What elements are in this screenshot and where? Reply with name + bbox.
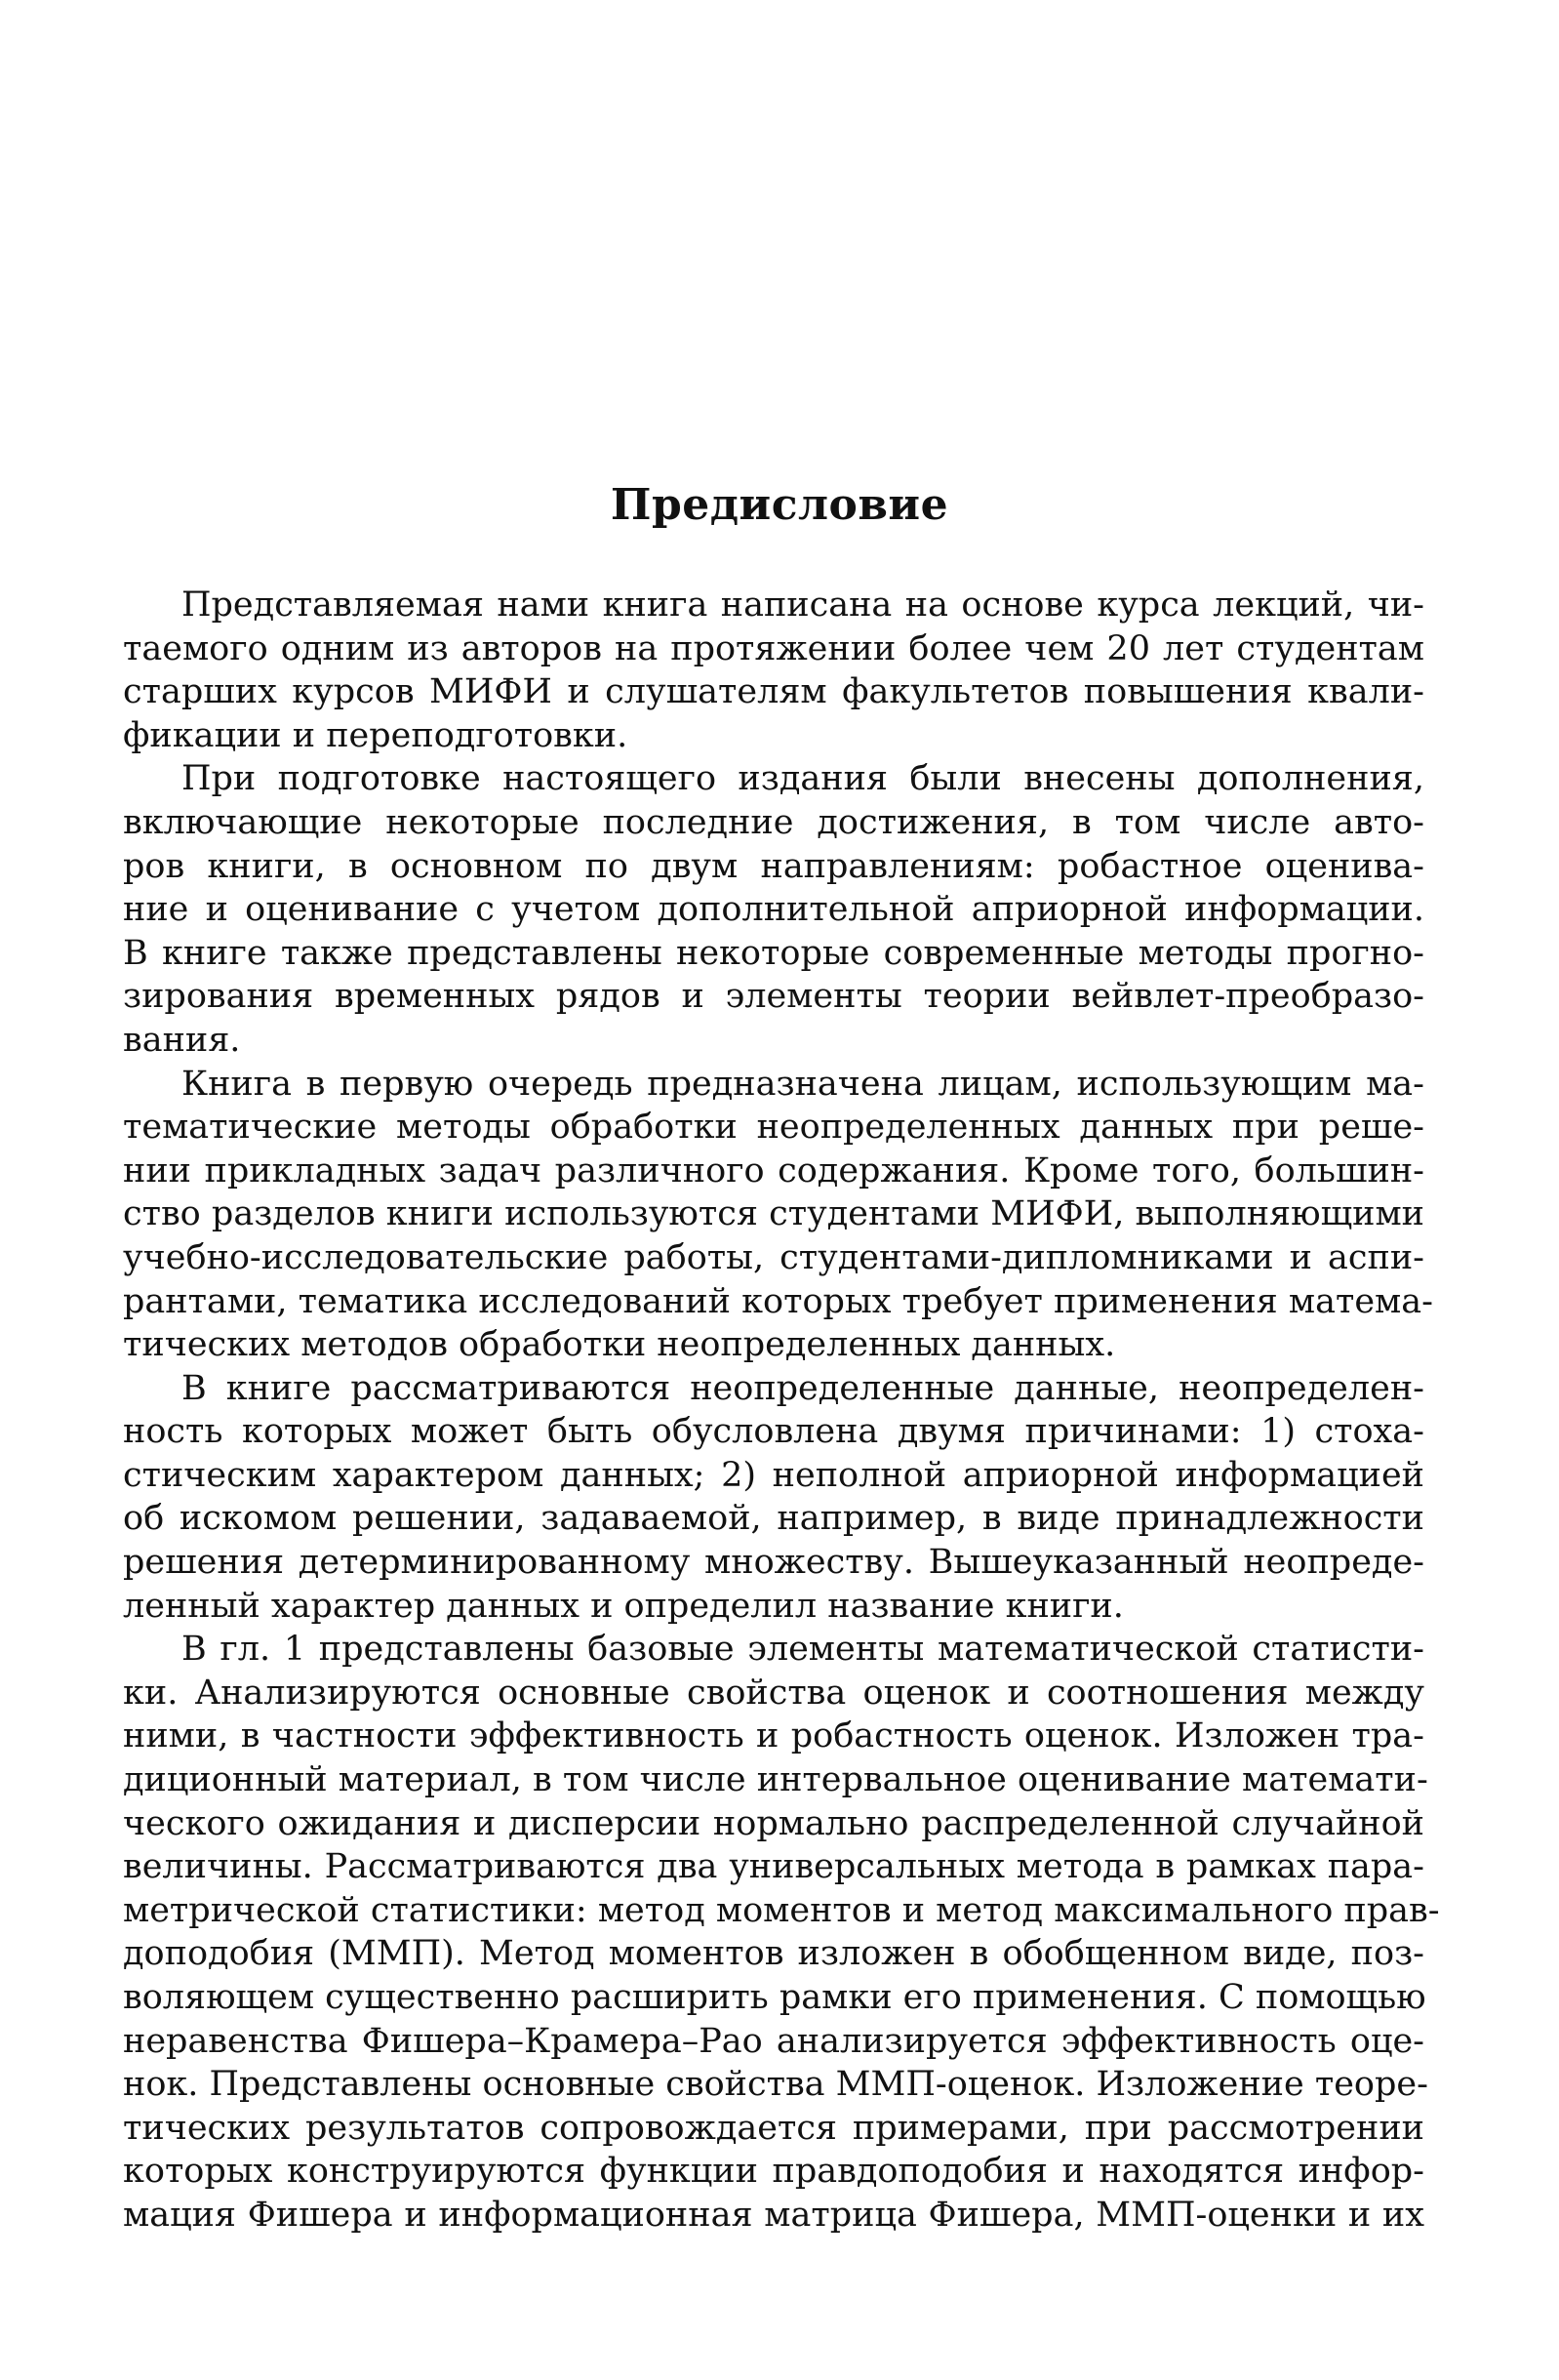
text-line: ние и оценивание с учетом дополнительной априорной информации. [123, 890, 1424, 930]
text-line: об искомом решении, задаваемой, например, в виде принадлежности [123, 1499, 1424, 1539]
text-line: ними, в частности эффективность и робастность оценок. Изложен тра- [123, 1716, 1424, 1756]
text-line: которых конструируются функции правдоподобия и находятся инфор- [123, 2152, 1424, 2192]
text-line: рантами, тематика исследований которых требует применения матема- [123, 1281, 1433, 1321]
text-line: тематические методы обработки неопределенных данных при реше- [123, 1108, 1424, 1148]
text-line: вания. [123, 1020, 241, 1060]
text-line: зирования временных рядов и элементы теории вейвлет-преобразо- [123, 977, 1424, 1017]
text-line: ки. Анализируются основные свойства оценок и соотношения между [123, 1673, 1424, 1713]
text-line: решения детерминированному множеству. Вышеуказанный неопреде- [123, 1543, 1424, 1583]
text-line: мация Фишера и информационная матрица Фишера, ММП-оценки и их [123, 2195, 1424, 2235]
text-line: старших курсов МИФИ и слушателям факультетов повышения квали- [123, 672, 1424, 712]
text-line: ность которых может быть обусловлена двумя причинами: 1) стоха- [123, 1412, 1424, 1452]
text-line: ров книги, в основном по двум направлениям: робастное оценива- [123, 846, 1424, 886]
text-line: нок. Представлены основные свойства ММП-оценок. Изложение теоре- [123, 2065, 1428, 2105]
text-line: доподобия (ММП). Метод моментов изложен в обобщенном виде, поз- [123, 1934, 1424, 1974]
text-line: В гл. 1 представлены базовые элементы математической статисти- [181, 1630, 1424, 1670]
paragraph [123, 1628, 1440, 2237]
text-line: ленный характер данных и определил название книги. [123, 1586, 1124, 1626]
text-line: В книге также представлены некоторые современные методы прогно- [123, 933, 1424, 973]
text-line: нии прикладных задач различного содержания. Кроме того, большин- [123, 1150, 1424, 1190]
paragraph [123, 584, 1424, 757]
text-line: ческого ожидания и дисперсии нормально распределенной случайной [123, 1803, 1424, 1843]
paragraph [123, 1063, 1433, 1367]
text-line: включающие некоторые последние достижения, в том числе авто- [123, 802, 1424, 842]
text-line: метрической статистики: метод моментов и метод максимального прав- [123, 1890, 1440, 1930]
text-line: таемого одним из авторов на протяжении более чем 20 лет студентам [123, 628, 1424, 668]
text-line: стическим характером данных; 2) неполной априорной информацией [123, 1455, 1424, 1495]
text-line: фикации и переподготовки. [123, 715, 628, 755]
text-line: величины. Рассматриваются два универсальных метода в рамках пара- [123, 1847, 1424, 1887]
text-line: диционный материал, в том числе интервальное оценивание математи- [123, 1760, 1428, 1800]
body-text [123, 584, 1440, 2238]
text-line: неравенства Фишера–Крамера–Рао анализируется эффективность оце- [123, 2021, 1424, 2061]
text-line: При подготовке настоящего издания были внесены дополнения, [181, 759, 1424, 799]
text-line: ство разделов книги используются студентами МИФИ, выполняющими [123, 1194, 1424, 1234]
text-line: тических методов обработки неопределенных данных. [123, 1325, 1116, 1365]
paragraph [123, 757, 1424, 1062]
text-line: воляющем существенно расширить рамки его применения. С помощью [123, 1978, 1426, 2017]
text-line: Книга в первую очередь предназначена лицам, использующим ма- [181, 1064, 1424, 1104]
text-line: тических результатов сопровождается примерами, при рассмотрении [123, 2108, 1424, 2148]
text-line: В книге рассматриваются неопределенные данные, неопределен- [181, 1368, 1424, 1408]
text-line: учебно-исследовательские работы, студентами-дипломниками и аспи- [123, 1237, 1424, 1277]
paragraph [123, 1367, 1424, 1629]
text-line: Представляемая нами книга написана на основе курса лекций, чи- [181, 585, 1424, 625]
page-title: Предисловие [610, 480, 949, 530]
